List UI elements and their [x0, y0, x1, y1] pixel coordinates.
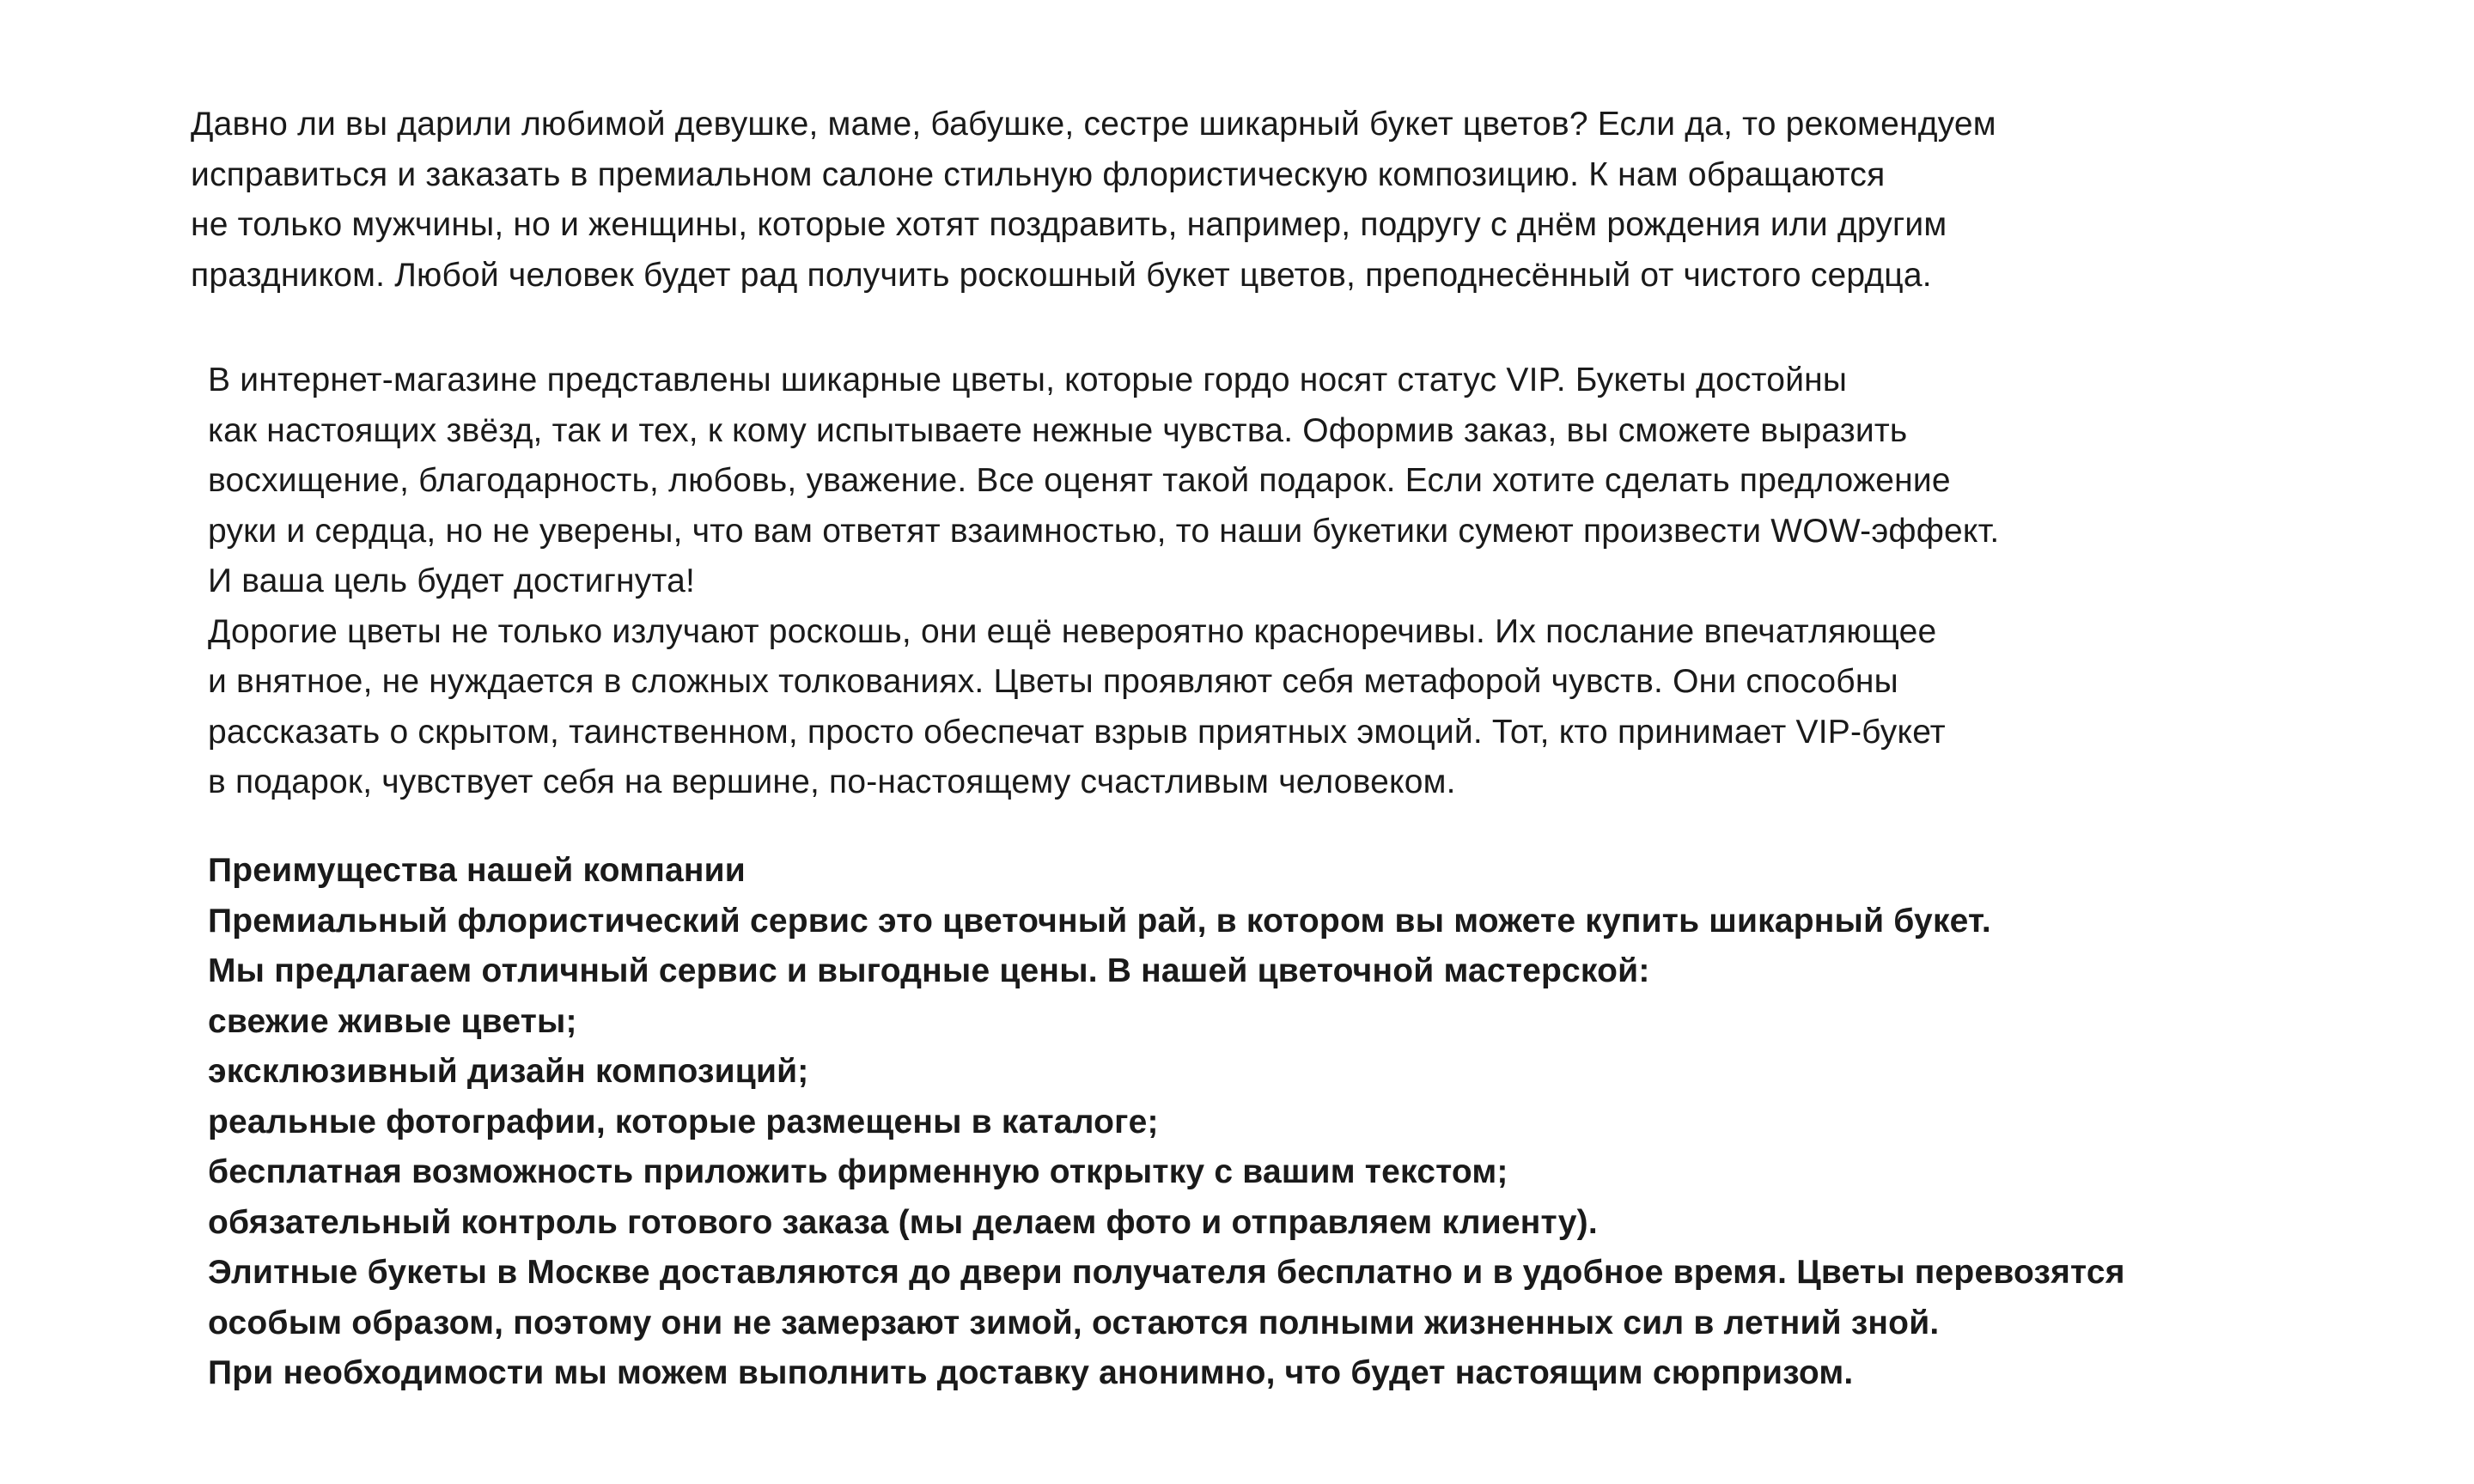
intro-paragraph [191, 100, 2390, 301]
intro-line: праздником. Любой человек будет рад получить роскошный букет цветов, преподнесённый от чистого сердца. [191, 256, 1932, 294]
vip-line: восхищение, благодарность, любовь, уважение. Все оценят такой подарок. Если хотите сделать предложение [208, 462, 1951, 499]
vip-line: Дорогие цветы не только излучают роскошь, они ещё невероятно красноречивы. Их послание впечатляющее [208, 612, 1937, 650]
vip-line: И ваша цель будет достигнута! [208, 563, 695, 599]
advantages-line: Мы предлагаем отличный сервис и выгодные цены. В нашей цветочной мастерской: [208, 952, 1650, 989]
vip-line: рассказать о скрытом, таинственном, просто обеспечат взрыв приятных эмоций. Тот, кто принимает VIP-букет [208, 713, 1946, 751]
intro-line: исправиться и заказать в премиальном салоне стильную флористическую композицию. К нам обращаются [191, 155, 1886, 193]
advantages-list-item: свежие живые цветы; [208, 1002, 577, 1040]
intro-line: не только мужчины, но и женщины, которые хотят поздравить, например, подругу с днём рождения или другим [191, 206, 1947, 243]
advantages-section [208, 846, 2424, 1399]
advantages-list-item: эксклюзивный дизайн композиций; [208, 1053, 809, 1090]
delivery-line: При необходимости мы можем выполнить доставку анонимно, что будет настоящим сюрпризом. [208, 1354, 1854, 1391]
intro-line: Давно ли вы дарили любимой девушке, маме, бабушке, сестре шикарный букет цветов? Если да, то рекомендуем [191, 106, 1996, 143]
vip-line: руки и сердца, но не уверены, что вам ответят взаимностью, то наши букетики сумеют произвести WOW-эффект. [208, 512, 2000, 550]
delivery-line: Элитные букеты в Москве доставляются до двери получателя бесплатно и в удобное время. Цветы перевозятся [208, 1254, 2125, 1291]
advantages-list-item: реальные фотографии, которые размещены в каталоге; [208, 1103, 1159, 1140]
advantages-line: Премиальный флористический сервис это цветочный рай, в котором вы можете купить шикарный букет. [208, 902, 1991, 940]
vip-line: и внятное, не нуждается в сложных толкованиях. Цветы проявляют себя метафорой чувств. Они способны [208, 663, 1898, 700]
vip-line: в подарок, чувствует себя на вершине, по-настоящему счастливым человеком. [208, 763, 1456, 800]
vip-line: В интернет-магазине представлены шикарные цветы, которые гордо носят статус VIP. Букеты достойны [208, 362, 1848, 398]
advantages-list-item: бесплатная возможность приложить фирменную открытку с вашим текстом; [208, 1153, 1508, 1190]
delivery-line: особым образом, поэтому они не замерзают зимой, остаются полными жизненных сил в летний зной. [208, 1304, 1940, 1341]
vip-section [208, 356, 2373, 808]
vip-line: как настоящих звёзд, так и тех, к кому испытываете нежные чувства. Оформив заказ, вы сможете выразить [208, 411, 1908, 449]
advantages-heading: Преимущества нашей компании [208, 852, 746, 889]
advantages-list-item: обязательный контроль готового заказа (мы делаем фото и отправляем клиенту). [208, 1203, 1598, 1241]
